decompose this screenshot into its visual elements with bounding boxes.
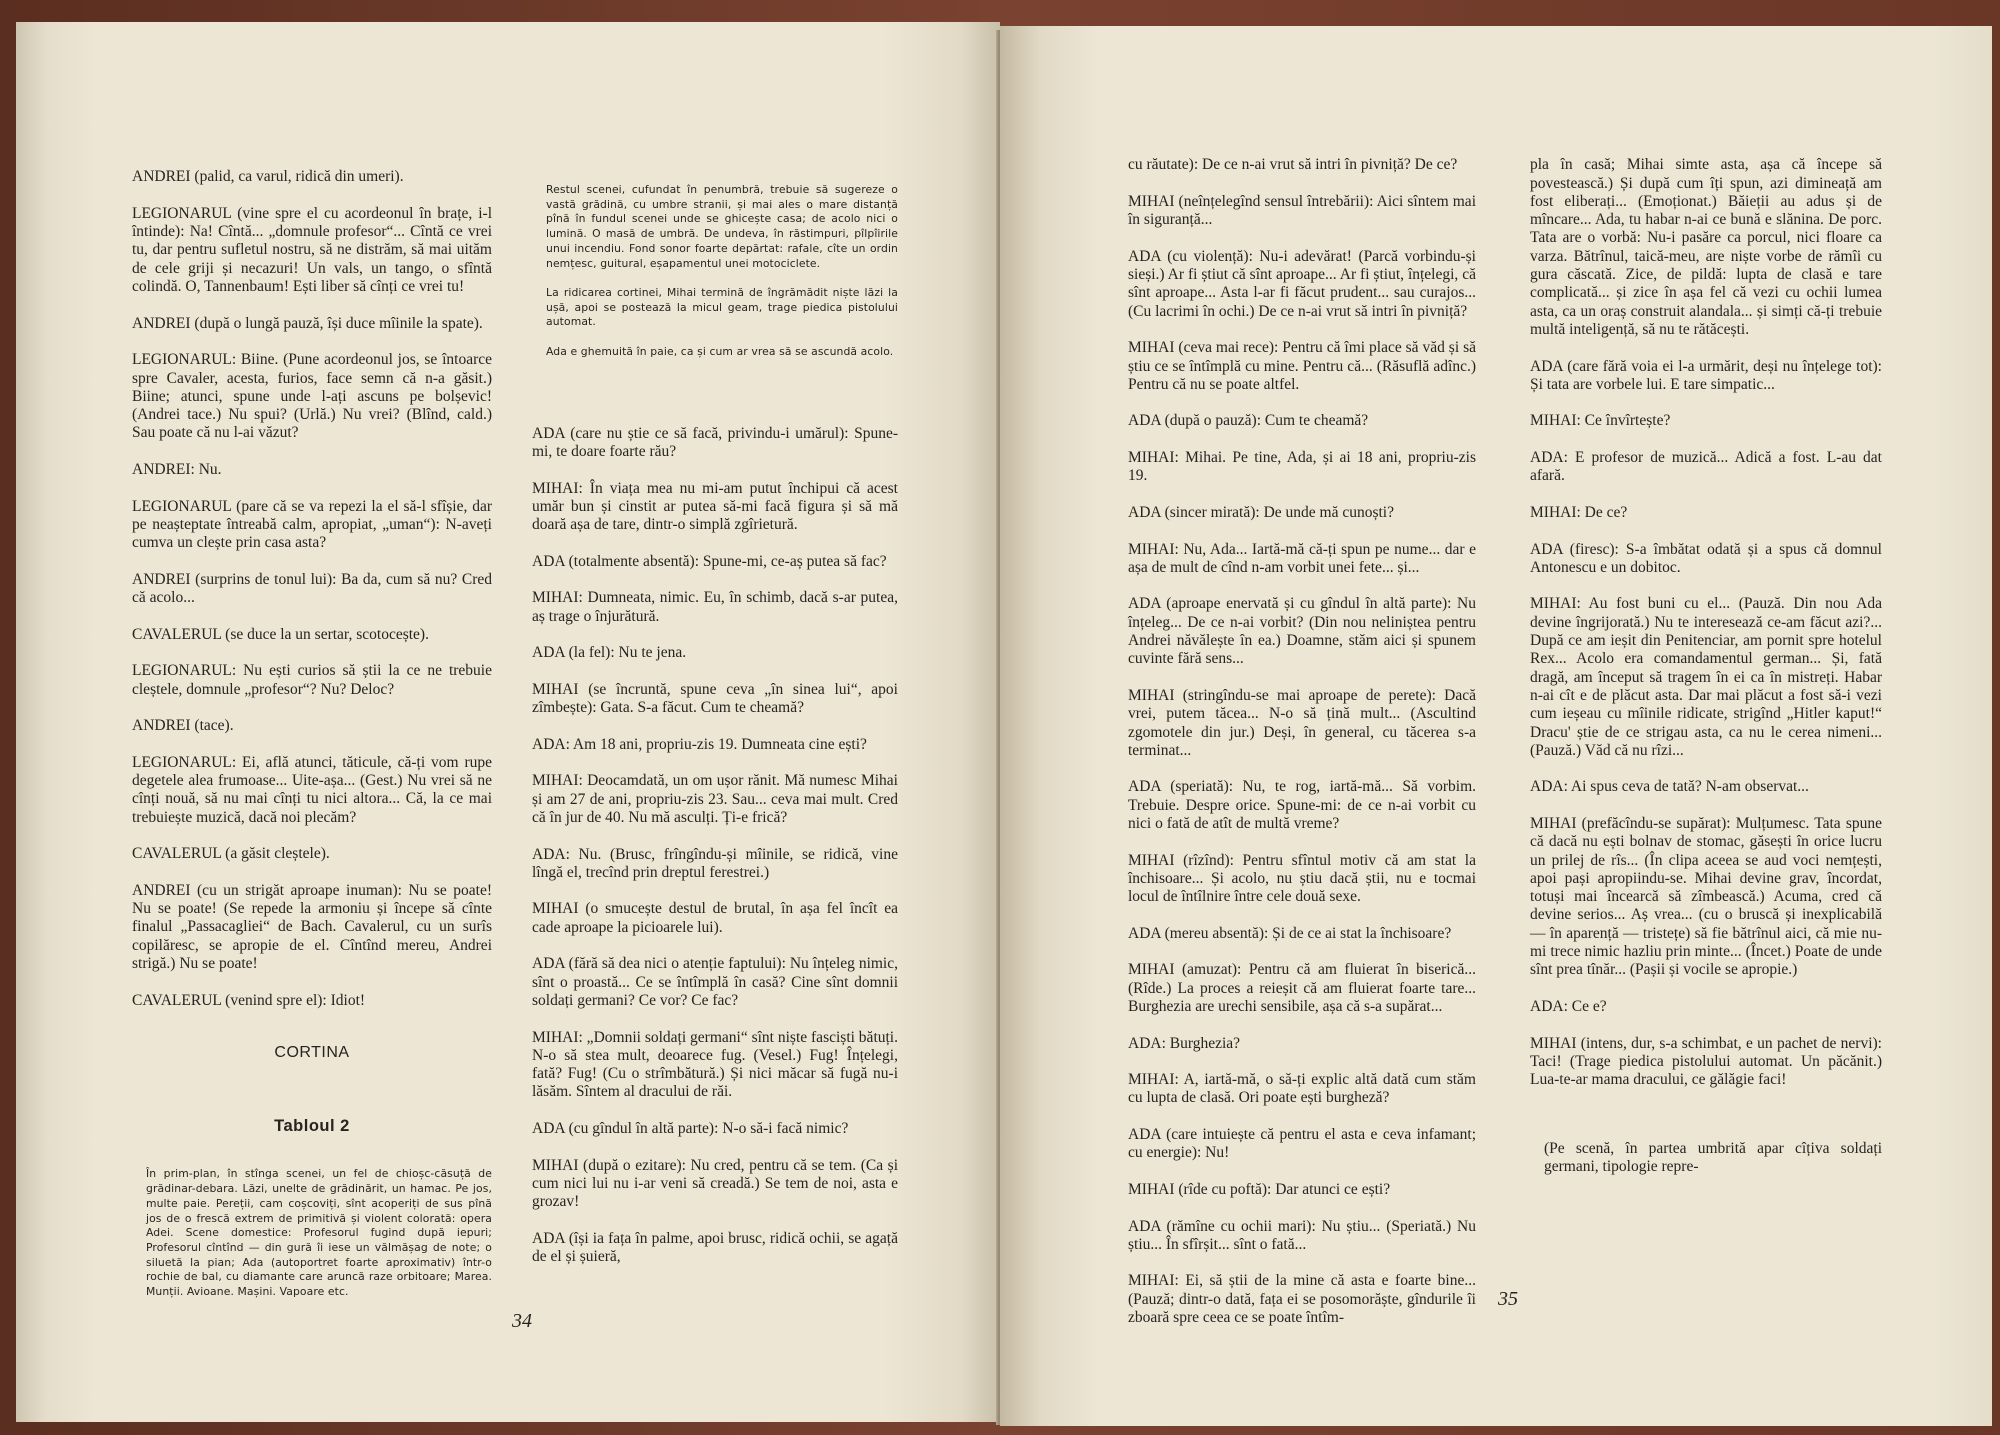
dialog-line: MIHAI: Dumneata, nimic. Eu, în schimb, dacă s-ar putea, aș trage o înjurătură. bbox=[532, 589, 898, 625]
dialog-line: MIHAI (amuzat): Pentru că am fluierat în biserică... (Rîde.) La proces a reieșit că am fluierat foarte tare... Burghezia are urechi sensibile, așa că s-a supărat... bbox=[1128, 961, 1476, 1015]
dialog-line: ADA: Burghezia? bbox=[1128, 1034, 1241, 1052]
dialog-line: ADA (cu gîndul în altă parte): N-o să-i facă nimic? bbox=[532, 1120, 849, 1138]
left-page bbox=[16, 22, 1000, 1422]
dialog-line: ADA (totalmente absentă): Spune-mi, ce-aș putea să fac? bbox=[532, 552, 887, 570]
dialog-line: ADA (după o pauză): Cum te cheamă? bbox=[1128, 412, 1369, 430]
dialog-line: ADA: Ce e? bbox=[1530, 997, 1607, 1015]
dialog-line: MIHAI: Mihai. Pe tine, Ada, și ai 18 ani, propriu-zis 19. bbox=[1128, 449, 1476, 485]
stage-note-paragraph: La ridicarea cortinei, Mihai termină de îngrămădit niște lăzi la ușă, apoi se postează la micul geam, trage piedica pistolului automat. bbox=[546, 285, 898, 329]
dialog-line: ANDREI (cu un strigăt aproape inuman): Nu se poate! Nu se poate! (Se repede la armoniu și începe să cînte finalul „Passacagliei“ de Bach. Cavalerul, cu un surîs copilăresc, se apropie de el. Cîntînd mereu, Andrei strigă.) Nu se poate! bbox=[132, 881, 492, 973]
dialog-line: ADA (care intuiește că pentru el asta e ceva infamant; cu energie): Nu! bbox=[1128, 1126, 1476, 1162]
dialog-line: ADA (sincer mirată): De unde mă cunoști? bbox=[1128, 503, 1394, 521]
stage-note-paragraph: Restul scenei, cufundat în penumbră, trebuie să sugereze o vastă grădină, cu umbre stranii, și mai ales o mare distanță pînă în fundul scenei unde se ghicește casa; de acolo nici o lumină. O masă de umbră. De undeva, în răstimpuri, pîlpîirile unui incendiu. Fond sonor foarte depărtat: rafale, cîte un ordin nemțesc, guitural, eșapamentul unei motociclete. bbox=[546, 183, 898, 270]
dialog-line: ADA (cu violență): Nu-i adevărat! (Parcă vorbindu-și sieși.) Ar fi știut că sînt aproape... Ar fi știut, înțelegi, că sînt aproape... Asta l-ar fi făcut prudent... sau curajos... (Cu lacrimi în ochi.) De ce n-ai vrut să intri în pivniță? bbox=[1128, 247, 1476, 320]
dialog-line: MIHAI: „Domnii soldați germani“ sînt niște fasciști bătuți. N-o să stea mult, deoarece fug. (Vesel.) Fug! Înțelegi, fată? Fug! (Cu o strîmbătură.) Și nici măcar să fugă nu-i lăsăm. Sîntem al dracului de răi. bbox=[532, 1028, 898, 1101]
dialog-line: ANDREI: Nu. bbox=[132, 461, 222, 479]
dialog-line: ADA (care fără voia ei l-a urmărit, deși nu înțelege tot): Și tata are vorbele lui. E tare simpatic... bbox=[1530, 357, 1882, 393]
dialog-line: ADA: Am 18 ani, propriu-zis 19. Dumneata cine ești? bbox=[532, 735, 867, 753]
dialog-line: MIHAI: A, iartă-mă, o să-ți explic altă dată cum stăm cu lupta de clasă. Ori poate ești burgheză? bbox=[1128, 1071, 1476, 1107]
dialog-line: MIHAI: Au fost buni cu el... (Pauză. Din nou Ada devine îngrijorată.) Nu te interesează ce-am făcut azi?... După ce am ieșit din Penitenciar, am pornit spre hotelul Rex... Acolo era comandamentul german... Și, fată dragă, am început să tragem în ei ca în mistreți. Habar n-ai cît e de plăcut asta. Dar mai plăcut a fost să-i vezi cum ieșeau cu mîinile ridicate, strigînd „Hitler kaput!“ Dracu' știe de ce strigau asta, ca nu le cerea nimeni... (Pauză.) Văd că nu rîzi... bbox=[1530, 595, 1882, 759]
dialog-line: ADA (aproape enervată și cu gîndul în altă parte): Nu înțeleg... De ce n-ai vorbit? (Din nou neliniștea pentru Andrei năvălește în ea.) Doamne, stăm aici și spunem cuvinte fără sens... bbox=[1128, 595, 1476, 668]
dialog-line: MIHAI (se încruntă, spune ceva „în sinea lui“, apoi zîmbește): Gata. S-a făcut. Cum te cheamă? bbox=[532, 680, 898, 717]
dialog-line: pla în casă; Mihai simte asta, așa că începe să povestească.) Și după cum îți spun, azi dimineață am fost eliberați... (Emoționat.) Băieții au adus și de mîncare... Ada, tu habar n-ai ce bună e slănina. De porc. Tata are o vorbă: Nu-i pasăre ca porcul, nici floare ca varza. Bătrînul, taică-meu, are niște vorbe de rămîi cu gura căscată. Zice, de pildă: lupta de clasă e tare complicată... și zice în așa fel că vezi cu ochii lumea asta, ca un oraș construit alandala... și simți că-ți trebuie multă inteligență, să nu te rătăcești. bbox=[1530, 156, 1882, 338]
tablou-heading: Tabloul 2 bbox=[274, 1116, 350, 1135]
dialog-line: MIHAI: Deocamdată, un om ușor rănit. Mă numesc Mihai și am 27 de ani, propriu-zis 23. Sau... ceva mai mult. Cred că în jur de 40. Nu mă asculți. Ți-e frică? bbox=[532, 772, 898, 826]
stage-directions: În prim-plan, în stînga scenei, un fel de chioșc-căsuță de grădinar-debara. Lăzi, unelte de grădinărit, un hamac. Pe jos, multe paie. Pereții, cam coșcoviți, sînt acoperiți de sus pînă jos de o frescă extrem de primitivă și violent colorată: opera Adei. Scene domestice: Profesorul fugind după iepuri; Profesorul cîntînd — din gură îi iese un vălmășag de note; o siluetă la pian; Ada (autoportret foarte aproximativ) într-o rochie de bal, cu diamante care aruncă raze orbitoare; Marea. Munții. Avioane. Mașini. Vapoare etc. bbox=[146, 1167, 492, 1299]
dialog-line: MIHAI (rîde cu poftă): Dar atunci ce ești? bbox=[1128, 1180, 1391, 1198]
dialog-line: ADA (firesc): S-a îmbătat odată și a spus că domnul Antonescu e un dobitoc. bbox=[1530, 540, 1882, 576]
dialog-line: ADA (speriată): Nu, te rog, iartă-mă... Să vorbim. Trebuie. Despre orice. Spune-mi: de ce n-ai vorbit cu nici o fată de atît de multă vreme? bbox=[1128, 778, 1476, 832]
dialog-line: CAVALERUL (venind spre el): Idiot! bbox=[132, 991, 366, 1009]
dialog-line: ANDREI (după o lungă pauză, își duce mîinile la spate). bbox=[132, 314, 483, 332]
dialog-line: ADA (care nu știe ce să facă, privindu-i umărul): Spune-mi, te doare foarte rău? bbox=[532, 424, 898, 461]
dialog-line: ADA (la fel): Nu te jena. bbox=[532, 644, 687, 662]
dialog-line: MIHAI: Nu, Ada... Iartă-mă că-ți spun pe nume... dar e așa de mult de cînd n-am vorbit unei fete... și... bbox=[1128, 540, 1476, 576]
dialog-line: cu răutate): De ce n-ai vrut să intri în pivniță? De ce? bbox=[1128, 156, 1458, 174]
dialog-line: MIHAI (ceva mai rece): Pentru că îmi place să văd și să știu ce se întîmplă cu mine. Pentru că... (Răsuflă adînc.) Pentru că nu se poate altfel. bbox=[1128, 339, 1476, 393]
dialog-line: ANDREI (surprins de tonul lui): Ba da, cum să nu? Cred că acolo... bbox=[132, 570, 492, 607]
dialog-line: MIHAI: De ce? bbox=[1530, 503, 1628, 521]
dialog-line: LEGIONARUL: Nu ești curios să știi la ce ne trebuie cleștele, domnule „profesor“? Nu? Deloc? bbox=[132, 662, 492, 698]
cortina-heading: CORTINA bbox=[274, 1044, 350, 1062]
dialog-line: ADA: E profesor de muzică... Adică a fost. L-au dat afară. bbox=[1530, 449, 1882, 485]
dialog-line: LEGIONARUL: Ei, află atunci, tăticule, că-ți vom rupe degetele alea frumoase... Uite-așa... (Gest.) Nu vrei să ne cînți nouă, să nu mai cînți tu nici altora... Că, la ce mai trebuiește muzică, dacă noi plecăm? bbox=[132, 753, 492, 826]
dialog-line: CAVALERUL (a găsit cleștele). bbox=[132, 845, 330, 863]
page-number-right: 35 bbox=[1498, 1288, 1518, 1310]
dialog-line: (Pe scenă, în partea umbrită apar cîțiva soldați germani, tipologie repre- bbox=[1544, 1140, 1882, 1176]
dialog-line: ADA: Ai spus ceva de tată? N-am observat... bbox=[1530, 778, 1809, 796]
dialog-line: MIHAI (intens, dur, s-a schimbat, e un pachet de nervi): Taci! (Trage piedica pistolului automat. Un păcănit.) Lua-te-ar mama dracului, ce gălăgie faci! bbox=[1530, 1034, 1882, 1089]
dialog-line: MIHAI (stringîndu-se mai aproape de perete): Dacă vrei, putem tăcea... N-o să țină mult... (Ascultind zgomotele din jur.) Deși, în general, cu tăcerea s-a terminat... bbox=[1128, 686, 1476, 759]
stage-note-paragraph: Ada e ghemuită în paie, ca și cum ar vrea să se ascundă acolo. bbox=[546, 344, 894, 358]
dialog-line: ADA (rămîne cu ochii mari): Nu știu... (Speriată.) Nu știu... În sfîrșit... sînt o fată... bbox=[1128, 1217, 1476, 1253]
dialog-line: ANDREI (palid, ca varul, ridică din umeri). bbox=[132, 168, 404, 186]
dialog-line: ADA (își ia fața în palme, apoi brusc, ridică ochii, se agață de el și șuieră, bbox=[532, 1229, 898, 1266]
page-number-left: 34 bbox=[512, 1310, 532, 1332]
dialog-line: MIHAI: Ce învîrtește? bbox=[1530, 412, 1671, 430]
dialog-line: MIHAI: Ei, să știi de la mine că asta e foarte bine... (Pauză; dintr-o dată, fața ei se posomorăște, gîndurile îi zboară spre ceea ce se poate întîm- bbox=[1128, 1272, 1476, 1326]
right-page bbox=[1000, 26, 1992, 1426]
left-column-2 bbox=[532, 150, 898, 1285]
dialog-line: MIHAI (neînțelegînd sensul întrebării): Aici sîntem mai în siguranță... bbox=[1128, 192, 1476, 229]
dialog-line: ANDREI (tace). bbox=[132, 717, 234, 735]
dialog-line: MIHAI (rîzînd): Pentru sfîntul motiv că am stat la închisoare... Și acolo, nu știu dacă știi, nu e tocmai locul de întîlnire între cele două sexe. bbox=[1128, 851, 1476, 906]
dialog-line: CAVALERUL (se duce la un sertar, scotocește). bbox=[132, 625, 429, 643]
dialog-line: LEGIONARUL: Biine. (Pune acordeonul jos, se întoarce spre Cavaler, acesta, furios, face semn că n-a găsit.) Biine; atunci, spune unde l-ați ascuns pe bolșevic! (Andrei tace.) Nu spui? (Urlă.) Nu vrei? (Blînd, cald.) Sau poate că nu l-ai văzut? bbox=[132, 351, 492, 442]
dialog-line: MIHAI (o smucește destul de brutal, în așa fel încît ea cade aproape la picioarele lui). bbox=[532, 900, 898, 936]
dialog-line: LEGIONARUL (vine spre el cu acordeonul în brațe, i-l întinde): Na! Cîntă... „domnule profesor“... Cîntă ce vrei tu, dar pentru sufletul nostru, să ne distrăm, să mai uităm de cele griji și necazuri! Un vals, un tango, o sfîntă colindă. O, Tannenbaum! Ești liber să cînți ce vrei tu! bbox=[132, 204, 492, 296]
dialog-line: ADA (mereu absentă): Și de ce ai stat la închisoare? bbox=[1128, 924, 1452, 942]
dialog-line: ADA: Nu. (Brusc, frîngîndu-și mîinile, se ridică, vine lîngă el, trecînd prin dreptul ferestrei.) bbox=[532, 845, 898, 881]
dialog-line: MIHAI: În viața mea nu mi-am putut închipui că acest umăr bun și cinstit ar putea să-mi facă figura și să mă doară așa de tare, dintr-o simplă zgîrietură. bbox=[532, 479, 898, 534]
right-column-1 bbox=[1128, 138, 1476, 1346]
dialog-line: MIHAI (după o ezitare): Nu cred, pentru că se tem. (Ca și cum nici lui nu i-ar veni să creadă.) Se tem de noi, asta e grozav! bbox=[532, 1156, 898, 1211]
left-column-1 bbox=[132, 150, 492, 1318]
dialog-line: ADA (fără să dea nici o atenție faptului): Nu înțeleg nimic, sînt o proastă... Ce se întîmplă în casă? Cine sînt domnii soldați germani? Ce vor? Ce fac? bbox=[532, 955, 898, 1009]
dialog-line: LEGIONARUL (pare că se va repezi la el să-l sfîșie, dar pe neașteptate întreabă calm, apropiat, „uman“): N-aveți cumva un clește prin casa asta? bbox=[132, 497, 492, 552]
right-column-2 bbox=[1530, 138, 1882, 1195]
dialog-line: MIHAI (prefăcîndu-se supărat): Mulțumesc. Tata spune că dacă nu ești bolnav de stomac, găsești în orice lucru un prilej de rîs... (În clipa aceea se aud voci nemțești, apoi pași apropiindu-se. Mihai devine grav, încordat, totuși mai încearcă să zîmbească.) Acuma, cred că devine serios... Aș vrea... (cu o bruscă și inexplicabilă — în aparență — tristețe) să fie bătrînul aici, că mie nu-mi trece nimic hazliu prin minte... (Încet.) Poate de unde sînt prea tînăr... (Pașii și vocile se apropie.) bbox=[1530, 814, 1882, 979]
